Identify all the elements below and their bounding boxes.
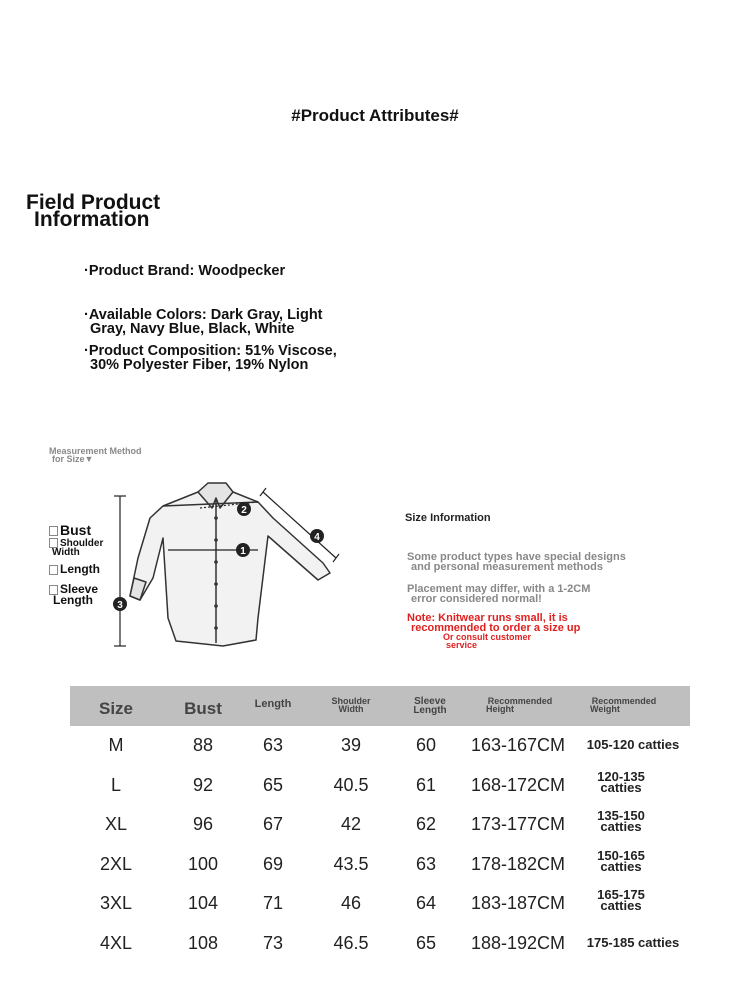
legend-sleeve-line1: Sleeve bbox=[60, 582, 99, 596]
cell-height: 178-182CM bbox=[470, 853, 566, 874]
cell-weight bbox=[586, 768, 656, 795]
header-height-line1: Recommended bbox=[487, 696, 553, 706]
cell-shoulder: 40.5 bbox=[333, 774, 369, 795]
attribute-brand: ·Product Brand: Woodpecker bbox=[84, 263, 286, 279]
note-placement-line2: error considered normal! bbox=[411, 593, 542, 605]
section-title-line2: Information bbox=[34, 208, 150, 231]
header-bust: Bust bbox=[184, 699, 222, 718]
cell-length: 65 bbox=[262, 774, 284, 795]
note-consult-line2: service bbox=[446, 640, 478, 650]
attribute-composition bbox=[84, 344, 337, 372]
cell-height: 168-172CM bbox=[470, 774, 566, 795]
legend-shoulder-line1: Shoulder bbox=[60, 537, 104, 549]
header-weight-line1: Recommended bbox=[591, 696, 657, 706]
cell-height: 163-167CM bbox=[470, 735, 566, 755]
cell-weight-line2: catties bbox=[600, 898, 642, 913]
measurement-method-line2: for Size▼ bbox=[52, 454, 94, 464]
cell-sleeve: 64 bbox=[415, 893, 437, 913]
note-placement bbox=[407, 584, 590, 604]
cell-bust: 104 bbox=[187, 893, 219, 913]
cell-weight-line1: 175-185 catties bbox=[586, 934, 680, 950]
note-special-line2: and personal measurement methods bbox=[411, 561, 603, 573]
cell-size: 3XL bbox=[99, 893, 133, 913]
legend-length bbox=[49, 562, 100, 576]
table-row bbox=[70, 884, 690, 924]
cell-shoulder: 39 bbox=[340, 735, 362, 755]
attribute-colors-line1: ·Available Colors: Dark Gray, Light bbox=[84, 307, 323, 323]
note-special-line1: Some product types have special designs bbox=[407, 551, 626, 563]
attribute-composition-line1: ·Product Composition: 51% Viscose, bbox=[84, 343, 337, 359]
marker-1: 1 bbox=[240, 546, 246, 557]
cell-height: 183-187CM bbox=[470, 893, 566, 913]
cell-length: 63 bbox=[262, 735, 284, 755]
cell-weight bbox=[586, 889, 656, 911]
header-height-line2: Height bbox=[486, 704, 514, 714]
cell-shoulder: 43.5 bbox=[333, 853, 369, 874]
table-row bbox=[70, 805, 690, 845]
cell-weight bbox=[586, 810, 656, 832]
cell-weight-line1: 150-165 bbox=[597, 847, 645, 863]
cell-size: 2XL bbox=[99, 853, 133, 874]
header-length: Length bbox=[254, 698, 292, 710]
cell-weight-line1: 105-120 catties bbox=[586, 737, 680, 752]
cell-sleeve: 62 bbox=[415, 814, 437, 834]
cell-bust: 108 bbox=[187, 932, 219, 953]
cell-weight-line1: 120-135 bbox=[597, 768, 645, 784]
cell-sleeve: 60 bbox=[415, 735, 437, 755]
legend-shoulder-line2: Width bbox=[52, 547, 80, 558]
cell-shoulder: 46.5 bbox=[333, 932, 369, 953]
cell-length: 71 bbox=[262, 893, 284, 913]
attribute-colors bbox=[84, 308, 323, 336]
cell-bust: 88 bbox=[192, 735, 214, 755]
cell-size: 4XL bbox=[99, 932, 133, 953]
note-placement-line1: Placement may differ, with a 1-2CM bbox=[407, 583, 591, 595]
legend-sleeve-length bbox=[49, 584, 98, 606]
cell-height: 173-177CM bbox=[470, 814, 566, 834]
table-row bbox=[70, 726, 690, 766]
table-row bbox=[70, 766, 690, 806]
cell-weight bbox=[576, 935, 690, 950]
cell-size: L bbox=[110, 774, 121, 795]
note-knitwear bbox=[407, 613, 580, 633]
legend-shoulder-width bbox=[49, 538, 103, 557]
header-shoulder-line2: Width bbox=[338, 704, 364, 714]
cell-weight-line1: 165-175 bbox=[597, 887, 645, 902]
header-sleeve-line2: Length bbox=[413, 705, 447, 716]
legend-bust-label: Bust bbox=[60, 522, 92, 538]
legend-sleeve-line2: Length bbox=[53, 593, 93, 607]
cell-shoulder: 46 bbox=[340, 893, 362, 913]
cell-weight-line1: 135-150 bbox=[597, 808, 645, 823]
cell-shoulder: 42 bbox=[340, 814, 362, 834]
cell-bust: 100 bbox=[187, 853, 219, 874]
note-consult-service bbox=[443, 633, 531, 649]
table-row bbox=[70, 845, 690, 885]
note-knitwear-line1: Note: Knitwear runs small, it is bbox=[407, 612, 568, 624]
cell-weight-line2: catties bbox=[600, 779, 642, 795]
shirt-measurement-diagram bbox=[108, 478, 348, 653]
cell-size: M bbox=[108, 735, 124, 755]
checkbox-icon bbox=[49, 565, 58, 575]
section-title-line1: Field Product bbox=[26, 191, 161, 214]
cell-bust: 92 bbox=[192, 774, 214, 795]
marker-3: 3 bbox=[117, 600, 123, 611]
cell-length: 69 bbox=[262, 853, 284, 874]
marker-2: 2 bbox=[241, 505, 247, 516]
note-special-designs bbox=[407, 552, 626, 572]
table-header bbox=[70, 686, 690, 726]
header-shoulder bbox=[321, 697, 381, 713]
cell-bust: 96 bbox=[192, 814, 214, 834]
header-weight-line2: Weight bbox=[590, 704, 620, 714]
attribute-colors-line2: Gray, Navy Blue, Black, White bbox=[90, 321, 295, 337]
cell-weight-line2: catties bbox=[600, 819, 642, 834]
header-weight bbox=[582, 697, 666, 713]
size-info-title: Size Information bbox=[405, 512, 491, 524]
cell-weight bbox=[576, 737, 690, 752]
cell-size: XL bbox=[104, 814, 128, 834]
legend-bust bbox=[49, 522, 91, 538]
table-row bbox=[70, 924, 690, 964]
page-title: #Product Attributes# bbox=[291, 106, 459, 125]
marker-4: 4 bbox=[314, 532, 320, 543]
legend-length-label: Length bbox=[60, 562, 100, 576]
size-table bbox=[70, 686, 690, 963]
cell-length: 73 bbox=[262, 932, 284, 953]
header-size: Size bbox=[98, 699, 134, 718]
cell-sleeve: 65 bbox=[415, 932, 437, 953]
header-sleeve-line1: Sleeve bbox=[414, 696, 446, 707]
cell-weight bbox=[586, 847, 656, 874]
section-title bbox=[26, 191, 161, 231]
header-sleeve bbox=[400, 697, 460, 715]
measurement-method-label bbox=[49, 447, 142, 463]
measurement-method-line1: Measurement Method bbox=[49, 446, 142, 456]
header-height bbox=[478, 697, 562, 713]
header-shoulder-line1: Shoulder bbox=[331, 696, 371, 706]
table-body bbox=[70, 726, 690, 963]
cell-sleeve: 63 bbox=[415, 853, 437, 874]
note-consult-line1: Or consult customer bbox=[443, 632, 532, 642]
cell-length: 67 bbox=[262, 814, 284, 834]
checkbox-icon bbox=[49, 526, 58, 536]
cell-sleeve: 61 bbox=[415, 774, 437, 795]
cell-weight-line2: catties bbox=[600, 858, 642, 874]
attribute-composition-line2: 30% Polyester Fiber, 19% Nylon bbox=[90, 357, 309, 373]
cell-height: 188-192CM bbox=[470, 932, 566, 953]
note-knitwear-line2: recommended to order a size up bbox=[411, 622, 581, 634]
